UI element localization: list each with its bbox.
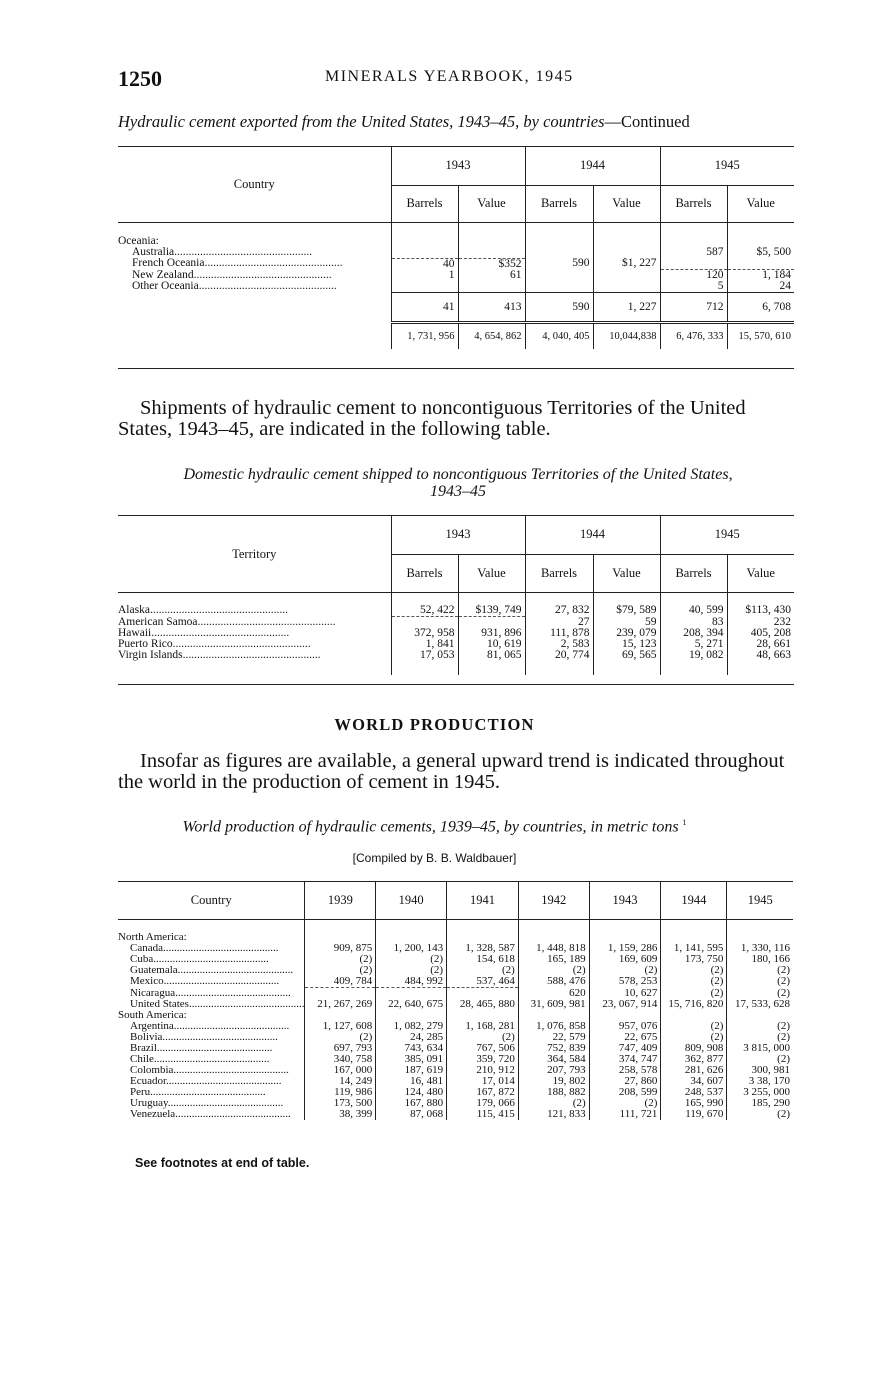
cell: 281, 626 [661, 1065, 727, 1076]
cell [593, 270, 660, 282]
table1-sub-barrels: Barrels [525, 185, 593, 222]
cell: (2) [305, 954, 376, 965]
cell: 5, 271 [660, 639, 727, 650]
cell: (2) [661, 1032, 727, 1043]
table1-caption-text: Hydraulic cement exported from the United States, 1943–45, by countries [118, 112, 605, 131]
cell: 48, 663 [727, 650, 794, 675]
cell: 1, 168, 281 [447, 1021, 519, 1032]
cell: 362, 877 [661, 1054, 727, 1065]
cell: 52, 422 [391, 592, 458, 617]
cell: 1, 184 [727, 270, 794, 282]
cell: 1, 082, 279 [376, 1021, 447, 1032]
row-label: Uruguay [130, 1097, 168, 1109]
cell: 169, 609 [589, 954, 661, 965]
cell: (2) [727, 965, 793, 976]
table-row: Hawaii................................................ 372, 958 931, 896 111, 878 239, 079 208, 394 405, 208 [118, 628, 794, 639]
table3-country-header: Country [190, 893, 232, 907]
cell: 24 [727, 281, 794, 293]
table3-year: 1943 [589, 882, 661, 919]
cell [391, 247, 458, 258]
cell: 578, 253 [589, 976, 661, 988]
cell: 10,044,838 [593, 323, 660, 349]
table-row: Alaska................................................ 52, 422 $139, 749 27, 832 $79, 589 40, 599 $113, 430 [118, 592, 794, 617]
cell: 87, 068 [376, 1109, 447, 1120]
cell: 19, 802 [518, 1076, 589, 1087]
cell: (2) [447, 965, 519, 976]
cell: (2) [305, 1032, 376, 1043]
cell: 809, 908 [661, 1043, 727, 1054]
table2-bottom-rule [118, 684, 794, 685]
row-label: New Zealand [132, 269, 194, 281]
cell: 5 [660, 281, 727, 293]
cell: $1, 227 [593, 258, 660, 270]
table3-caption [0, 818, 869, 836]
cell: (2) [661, 976, 727, 988]
table-row: Chile.......................................... 340, 758 385, 091 359, 720 364, 584 374, 747 362, 877 (2) [118, 1054, 793, 1065]
section-heading: WORLD PRODUCTION [334, 715, 535, 734]
table2-sub-value: Value [593, 554, 660, 592]
cell: 28, 661 [727, 639, 794, 650]
cell: 17, 014 [447, 1076, 519, 1087]
cell: 167, 872 [447, 1087, 519, 1098]
cell: 1, 200, 143 [376, 943, 447, 954]
table1-sub-value: Value [458, 185, 525, 222]
cell: 1, 448, 818 [518, 943, 589, 954]
table-row: Puerto Rico................................................ 1, 841 10, 619 2, 583 15, 123 5, 271 28, 661 [118, 639, 794, 650]
cell [447, 988, 519, 999]
table-row: Colombia.......................................... 167, 000 187, 619 210, 912 207, 793 258, 578 281, 626 300, 981 [118, 1065, 793, 1076]
cell: $113, 430 [727, 592, 794, 617]
cell: $352 [458, 258, 525, 270]
cell [660, 258, 727, 270]
cell: 27, 832 [525, 592, 593, 617]
cell: 210, 912 [447, 1065, 519, 1076]
table-row: Cuba.......................................... (2) (2) 154, 618 165, 189 169, 609 173, 750 180, 166 [118, 954, 793, 965]
running-title: MINERALS YEARBOOK, 1945 [325, 68, 574, 85]
cell: 4, 040, 405 [525, 323, 593, 349]
row-label: Nicaragua [130, 987, 176, 999]
cell: 23, 067, 914 [589, 999, 661, 1010]
cell: 385, 091 [376, 1054, 447, 1065]
cell: 1, 159, 286 [589, 943, 661, 954]
cell: 124, 480 [376, 1087, 447, 1098]
table-row: New Zealand................................................ 1 61 120 1, 184 [118, 270, 794, 282]
cell: 537, 464 [447, 976, 519, 988]
cell: 15, 570, 610 [727, 323, 794, 349]
cell: 590 [525, 258, 593, 270]
row-label: Guatemala [130, 965, 178, 976]
cell: 931, 896 [458, 628, 525, 639]
table2-sub-value: Value [458, 554, 525, 592]
table-row: Uruguay.......................................... 173, 500 167, 880 179, 066 (2) (2) 165, 990 185, 290 [118, 1098, 793, 1109]
table2-sub-barrels: Barrels [660, 554, 727, 592]
cell: 909, 875 [305, 943, 376, 954]
table1-country-header: Country [233, 177, 275, 191]
cell: $139, 749 [458, 592, 525, 617]
cell: 712 [660, 293, 727, 323]
table2-year-1943: 1943 [391, 516, 525, 554]
table2-sub-barrels: Barrels [391, 554, 458, 592]
table2-caption-line1: Domestic hydraulic cement shipped to noncontiguous Territories of the United States, [183, 466, 733, 483]
cell: 185, 290 [727, 1098, 793, 1109]
table-row: Virgin Islands................................................ 17, 053 81, 065 20, 774 69, 565 19, 082 48, 663 [118, 650, 794, 675]
cell: 167, 000 [305, 1065, 376, 1076]
row-label: Argentina [130, 1020, 174, 1032]
cell: 767, 506 [447, 1043, 519, 1054]
cell: (2) [727, 1109, 793, 1120]
table1 [118, 147, 794, 349]
cell: 484, 992 [376, 976, 447, 988]
cell: 364, 584 [518, 1054, 589, 1065]
cell: (2) [661, 1021, 727, 1032]
table3-year: 1939 [305, 882, 376, 919]
table3-year: 1945 [727, 882, 793, 919]
cell: 120 [660, 270, 727, 282]
cell: 405, 208 [727, 628, 794, 639]
cell: 232 [727, 617, 794, 628]
table3-compiled-by: [Compiled by B. B. Waldbauer] [352, 851, 517, 865]
row-label: Other Oceania [132, 281, 199, 293]
cell: 752, 839 [518, 1043, 589, 1054]
cell: 300, 981 [727, 1065, 793, 1076]
cell [391, 281, 458, 293]
cell: (2) [305, 965, 376, 976]
row-label: Canada [130, 943, 163, 954]
table-row: United States.......................................... 21, 267, 269 22, 640, 675 28, 465, 880 31, 609, 981 23, 067, 914 15, 716, 820 17, 533, 628 [118, 999, 793, 1010]
row-label: American Samoa [118, 616, 198, 628]
cell: 10, 627 [589, 988, 661, 999]
paragraph-shipments: Shipments of hydraulic cement to noncontiguous Territories of the United States, 1943–45, are indicated in the following table. [118, 397, 746, 440]
cell: 743, 634 [376, 1043, 447, 1054]
table1-sub-barrels: Barrels [660, 185, 727, 222]
cell: 1, 141, 595 [661, 943, 727, 954]
cell: 207, 793 [518, 1065, 589, 1076]
cell: 27 [525, 617, 593, 628]
cell: 1, 076, 858 [518, 1021, 589, 1032]
table-row: Mexico.......................................... 409, 784 484, 992 537, 464 588, 476 578, 253 (2) (2) [118, 976, 793, 988]
cell: 1, 227 [593, 293, 660, 323]
cell: 111, 721 [589, 1109, 661, 1120]
cell: (2) [376, 954, 447, 965]
table-row: Bolivia.......................................... (2) 24, 285 (2) 22, 579 22, 675 (2) (2) [118, 1032, 793, 1043]
cell: 119, 670 [661, 1109, 727, 1120]
cell: 121, 833 [518, 1109, 589, 1120]
cell: 413 [458, 293, 525, 323]
cell: 10, 619 [458, 639, 525, 650]
table3-year: 1942 [518, 882, 589, 919]
table1-sub-value: Value [727, 185, 794, 222]
cell: 6, 476, 333 [660, 323, 727, 349]
cell [525, 281, 593, 293]
table2-sub-value: Value [727, 554, 794, 592]
cell: (2) [589, 1098, 661, 1109]
table-row: Venezuela.......................................... 38, 399 87, 068 115, 415 121, 833 111, 721 119, 670 (2) [118, 1109, 793, 1120]
cell: 17, 533, 628 [727, 999, 793, 1010]
cell: 27, 860 [589, 1076, 661, 1087]
table-row: Ecuador.......................................... 14, 249 16, 481 17, 014 19, 802 27, 860 34, 607 3 38, 170 [118, 1076, 793, 1087]
table3-year: 1941 [447, 882, 519, 919]
cell: 409, 784 [305, 976, 376, 988]
cell [458, 617, 525, 628]
cell: 22, 579 [518, 1032, 589, 1043]
cell: $5, 500 [727, 247, 794, 258]
cell: 31, 609, 981 [518, 999, 589, 1010]
row-label: Hawaii [118, 627, 152, 639]
row-label: Virgin Islands [118, 649, 183, 661]
cell: 24, 285 [376, 1032, 447, 1043]
cell: 258, 578 [589, 1065, 661, 1076]
cell: 1 [391, 270, 458, 282]
cell: 1, 731, 956 [391, 323, 458, 349]
row-label: Cuba [130, 954, 154, 965]
row-label: Puerto Rico [118, 638, 173, 650]
cell: 69, 565 [593, 650, 660, 675]
table-row: Brazil.......................................... 697, 793 743, 634 767, 506 752, 839 747, 409 809, 908 3 815, 000 [118, 1043, 793, 1054]
table2-year-1945: 1945 [660, 516, 794, 554]
row-label: Peru [130, 1086, 151, 1098]
cell: 620 [518, 988, 589, 999]
cell: 20, 774 [525, 650, 593, 675]
cell [525, 270, 593, 282]
table-row: Nicaragua.......................................... 620 10, 627 (2) (2) [118, 988, 793, 999]
cell: 173, 500 [305, 1098, 376, 1109]
cell: 248, 537 [661, 1087, 727, 1098]
table3-year: 1940 [376, 882, 447, 919]
region-row [118, 1010, 793, 1021]
table2-territory-header: Territory [232, 546, 277, 561]
cell: 340, 758 [305, 1054, 376, 1065]
cell: 359, 720 [447, 1054, 519, 1065]
cell: 1, 841 [391, 639, 458, 650]
cell: (2) [589, 965, 661, 976]
table1-caption [118, 112, 690, 132]
cell: 22, 640, 675 [376, 999, 447, 1010]
cell: 154, 618 [447, 954, 519, 965]
row-label: Colombia [130, 1064, 174, 1076]
cell: 41 [391, 293, 458, 323]
row-label: Mexico [130, 976, 164, 988]
cell: 1, 328, 587 [447, 943, 519, 954]
table2-caption-line2: 1943–45 [430, 483, 486, 500]
cell: (2) [447, 1032, 519, 1043]
cell: 957, 076 [589, 1021, 661, 1032]
table-row: Peru.......................................... 119, 986 124, 480 167, 872 188, 882 208, 599 248, 537 3 255, 000 [118, 1087, 793, 1098]
cell: 119, 986 [305, 1087, 376, 1098]
cell: 588, 476 [518, 976, 589, 988]
cell: 115, 415 [447, 1109, 519, 1120]
cell: 1, 127, 608 [305, 1021, 376, 1032]
cell: (2) [376, 965, 447, 976]
cell: 173, 750 [661, 954, 727, 965]
cell: 372, 958 [391, 628, 458, 639]
table2-caption [118, 466, 798, 500]
cell: 38, 399 [305, 1109, 376, 1120]
cell [305, 988, 376, 999]
cell [593, 281, 660, 293]
row-label: United States [130, 998, 189, 1010]
cell: (2) [727, 1054, 793, 1065]
cell: 81, 065 [458, 650, 525, 675]
cell: $79, 589 [593, 592, 660, 617]
table-row: Argentina.......................................... 1, 127, 608 1, 082, 279 1, 168, 281 1, 076, 858 957, 076 (2) (2) [118, 1021, 793, 1032]
table2-year-1944: 1944 [525, 516, 660, 554]
cell: 40 [391, 258, 458, 270]
cell: (2) [518, 965, 589, 976]
table1-caption-cont: —Continued [604, 112, 690, 131]
cell: 188, 882 [518, 1087, 589, 1098]
cell: (2) [727, 988, 793, 999]
row-label: Alaska [118, 604, 150, 617]
page-number: 1250 [118, 66, 162, 91]
cell: 19, 082 [660, 650, 727, 675]
cell: 165, 990 [661, 1098, 727, 1109]
cell: 1, 330, 116 [727, 943, 793, 954]
region-label: South America: [118, 1008, 187, 1021]
cell: (2) [727, 976, 793, 988]
row-label: Ecuador [130, 1075, 167, 1087]
cell: 14, 249 [305, 1076, 376, 1087]
cell: 590 [525, 293, 593, 323]
paragraph-world-production: Insofar as figures are available, a general upward trend is indicated throughout the world in the production of cement in 1945. [118, 750, 785, 793]
region-label: North America: [118, 931, 187, 943]
row-label: Australia [132, 247, 175, 258]
cell: (2) [661, 965, 727, 976]
cell: (2) [727, 1021, 793, 1032]
table3-caption-footnote: 1 [682, 818, 687, 827]
cell [458, 281, 525, 293]
cell: 3 255, 000 [727, 1087, 793, 1098]
cell [727, 258, 794, 270]
cell: (2) [661, 988, 727, 999]
row-label: Chile [130, 1053, 154, 1065]
table-row: Other Oceania................................................ 5 24 [118, 281, 794, 293]
table1-region: Oceania: [118, 235, 159, 247]
table1-year-1943: 1943 [391, 147, 525, 185]
cell: 61 [458, 270, 525, 282]
cell: 208, 599 [589, 1087, 661, 1098]
table1-year-1944: 1944 [525, 147, 660, 185]
cell: 21, 267, 269 [305, 999, 376, 1010]
table2 [118, 516, 794, 675]
table1-year-1945: 1945 [660, 147, 794, 185]
cell: 15, 716, 820 [661, 999, 727, 1010]
table2-sub-barrels: Barrels [525, 554, 593, 592]
table1-sub-barrels: Barrels [391, 185, 458, 222]
cell: 180, 166 [727, 954, 793, 965]
cell: (2) [727, 1032, 793, 1043]
row-label: Bolivia [130, 1031, 163, 1043]
table3-year: 1944 [661, 882, 727, 919]
cell: 697, 793 [305, 1043, 376, 1054]
table3-caption-text: World production of hydraulic cements, 1939–45, by countries, in metric tons [182, 818, 679, 836]
cell [376, 988, 447, 999]
table3 [118, 882, 793, 1120]
cell: 4, 654, 862 [458, 323, 525, 349]
cell [458, 247, 525, 258]
cell: 2, 583 [525, 639, 593, 650]
table-row: Guatemala.......................................... (2) (2) (2) (2) (2) (2) (2) [118, 965, 793, 976]
cell: 747, 409 [589, 1043, 661, 1054]
cell: 239, 079 [593, 628, 660, 639]
table-row: French Oceania................................................ 40 $352 590 $1, 227 [118, 258, 794, 270]
table-row: American Samoa................................................ 27 59 83 232 [118, 617, 794, 628]
total-row [118, 323, 794, 349]
region-row [118, 919, 793, 943]
table-row: Canada.......................................... 909, 875 1, 200, 143 1, 328, 587 1, 448, 818 1, 159, 286 1, 141, 595 1, 330, 116 [118, 943, 793, 954]
table1-bottom-rule [118, 368, 794, 369]
row-label: Brazil [130, 1042, 157, 1054]
cell: (2) [518, 1098, 589, 1109]
cell: 179, 066 [447, 1098, 519, 1109]
cell: 187, 619 [376, 1065, 447, 1076]
cell: 22, 675 [589, 1032, 661, 1043]
subtotal-row [118, 293, 794, 323]
cell: 17, 053 [391, 650, 458, 675]
cell: 83 [660, 617, 727, 628]
cell: 3 815, 000 [727, 1043, 793, 1054]
cell: 6, 708 [727, 293, 794, 323]
cell: 587 [660, 247, 727, 258]
cell: 374, 747 [589, 1054, 661, 1065]
row-label: French Oceania [132, 258, 205, 270]
footnote-reference: See footnotes at end of table. [135, 1156, 310, 1170]
table1-sub-value: Value [593, 185, 660, 222]
cell: 3 38, 170 [727, 1076, 793, 1087]
cell: 167, 880 [376, 1098, 447, 1109]
cell: 16, 481 [376, 1076, 447, 1087]
table-row: Australia................................................ 587 $5, 500 [118, 247, 794, 258]
cell: 59 [593, 617, 660, 628]
cell: 111, 878 [525, 628, 593, 639]
cell: 208, 394 [660, 628, 727, 639]
row-label: Venezuela [130, 1108, 176, 1120]
cell: 15, 123 [593, 639, 660, 650]
cell: 40, 599 [660, 592, 727, 617]
cell: 28, 465, 880 [447, 999, 519, 1010]
cell [391, 617, 458, 628]
cell: 165, 189 [518, 954, 589, 965]
cell: 34, 607 [661, 1076, 727, 1087]
